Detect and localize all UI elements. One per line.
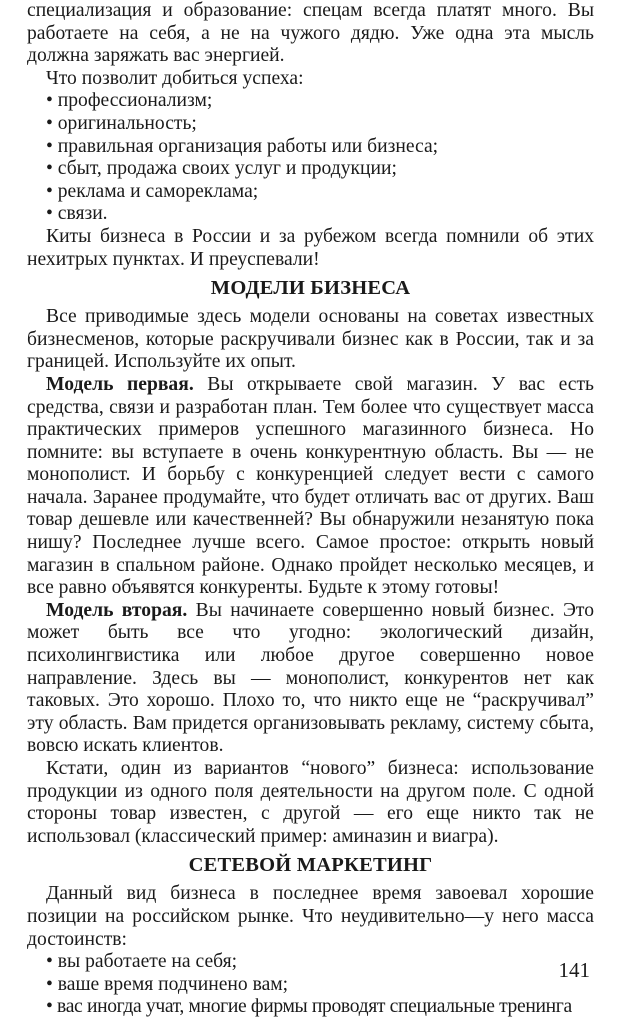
paragraph-network-intro: Данный вид бизнеса в последнее время завоевал хорошие позиции на российском рынке. Что неудивительно—у него масса достоинств:	[27, 883, 594, 950]
paragraph-business-whales: Киты бизнеса в России и за рубежом всегда помнили об этих нехитрых пунктах. И преуспевали!	[27, 225, 594, 270]
section-heading-network-marketing: СЕТЕВОЙ МАРКЕТИНГ	[188, 854, 433, 877]
model-first-text: Вы открываете свой магазин. У вас есть средства, связи и разработан план. Тем более что существует масса практических примеров успешного магазинного бизнеса. Но помните: вы вступаете в очень конкурентную область. Вы — не монополист. И борьбу с конкуренцией следует вести с самого начала. Заранее продумайте, что будет отличать вас от других. Ваш товар дешевле или качественней? Вы обнаружили незанятую пока нишу? Последнее лучше всего. Самое простое: открыть новый магазин в спальном районе. Однако пройдет несколько месяцев, и все равно объявятся конкуренты. Будьте к этому готовы!	[27, 373, 594, 599]
list-item: • вы работаете на себя;	[46, 951, 238, 973]
paragraph-success-intro: Что позволит добиться успеха:	[46, 67, 304, 89]
list-item: • оригинальность;	[46, 112, 197, 134]
model-first-label: Модель первая.	[46, 373, 194, 395]
list-item: • реклама и самореклама;	[46, 180, 259, 202]
list-item: • ваше время подчинено вам;	[46, 973, 289, 995]
list-item: • правильная организация работы или бизнеса;	[46, 135, 439, 157]
list-item: • вас иногда учат, многие фирмы проводят специальные тренинга	[46, 996, 572, 1018]
bullet-list-success	[27, 90, 594, 226]
model-second-label: Модель вторая.	[46, 599, 188, 621]
list-item: • профессионализм;	[46, 90, 213, 112]
list-item: • связи.	[46, 203, 108, 225]
book-page	[27, 0, 594, 1019]
paragraph-model-first	[27, 374, 594, 600]
paragraph-specialization: специализация и образование: спецам всегда платят много. Вы работаете на себя, а не на чужого дядю. Уже одна эта мысль должна заряжать вас энергией.	[27, 0, 594, 67]
list-item: • сбыт, продажа своих услуг и продукции;	[46, 158, 397, 180]
paragraph-models-intro: Все приводимые здесь модели основаны на советах известных бизнесменов, которые раскручивали бизнес как в России, так и за границей. Используйте их опыт.	[27, 306, 594, 373]
section-heading-business-models: МОДЕЛИ БИЗНЕСА	[210, 277, 411, 300]
paragraph-model-second	[27, 600, 594, 758]
paragraph-new-business-variant: Кстати, один из вариантов “нового” бизнеса: использование продукции из одного поля деятельности на другом поле. С одной стороны товар известен, с другой — его еще никто так не использовал (классический пример: аминазин и виагра).	[27, 758, 594, 847]
bullet-list-network	[27, 951, 594, 1019]
page-number: 141	[558, 958, 590, 982]
model-second-text: Вы начинаете совершенно новый бизнес. Это может быть все что угодно: экологический дизайн, психолингвистика или любое другое совершенно новое направление. Здесь вы — монополист, конкурентов нет как таковых. Это хорошо. Плохо то, что никто еще не “раскручивал” эту область. Вам придется организовывать рекламу, систему сбыта, вовсю искать клиентов.	[27, 599, 595, 757]
